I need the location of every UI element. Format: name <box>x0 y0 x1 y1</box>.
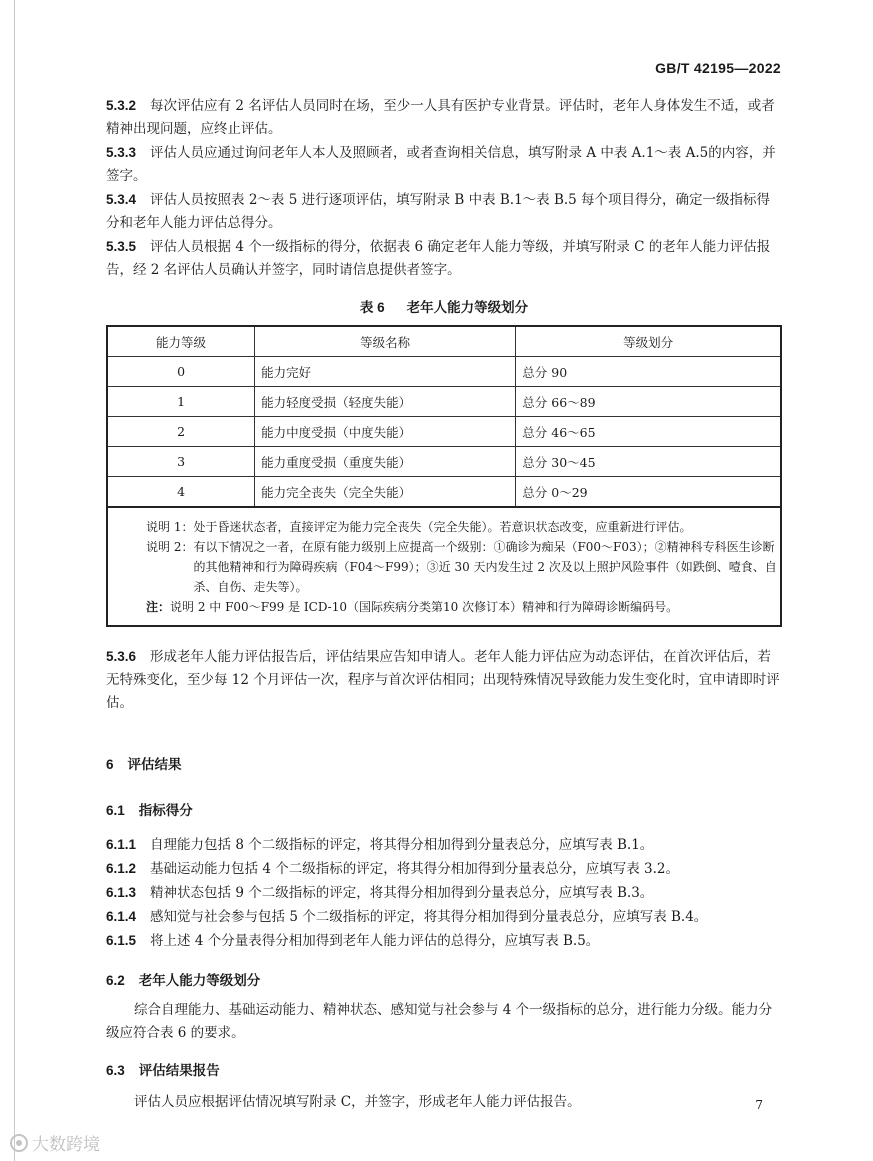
ability-level-table <box>106 325 782 508</box>
section-6-1-items <box>106 833 782 953</box>
clause-5-3-4: 5.3.4 评估人员按照表 2～表 5 进行逐项评估，填写附录 B 中表 B.1～表 B.5 每个项目得分，确定一级指标得分和老年人能力评估总得分。 <box>106 192 771 231</box>
list-item: 6.1.3 精神状态包括 9 个二级指标的评定，将其得分相加得到分量表总分，应填写表 B.3。 <box>106 885 654 901</box>
list-item: 6.1.1 自理能力包括 8 个二级指标的评定，将其得分相加得到分量表总分，应填写表 B.1。 <box>106 837 654 853</box>
section-6-heading: 6 评估结果 <box>106 757 182 772</box>
clause-5-3-5: 5.3.5 评估人员根据 4 个一级指标的得分，依据表 6 确定老年人能力等级，并填写附录 C 的老年人能力评估报告，经 2 名评估人员确认并签字，同时请信息提供者签字。 <box>106 239 771 278</box>
table-header-row <box>107 326 781 357</box>
table-row: 4 能力完全丧失（完全失能） 总分 0～29 <box>107 477 781 508</box>
table-note-1: 说明 1：处于昏迷状态者，直接评定为能力完全丧失（完全失能）。若意识状态改变，应重新进行评估。 <box>146 520 692 534</box>
table-caption: 表 6 老年人能力等级划分 <box>359 300 529 315</box>
table-note-3: 注： 说明 2 中 F00～F99 是 ICD-10（国际疾病分类第10 次修订本）精神和行为障碍诊断编码号。 <box>146 600 679 614</box>
section-6-2-heading: 6.2 老年人能力等级划分 <box>106 973 261 988</box>
table-row: 2 能力中度受损（中度失能） 总分 46～65 <box>107 417 781 447</box>
list-item: 6.1.5 将上述 4 个分量表得分相加得到老年人能力评估的总得分，应填写表 B.5。 <box>106 933 600 949</box>
list-item: 6.1.4 感知觉与社会参与包括 5 个二级指标的评定，将其得分相加得到分量表总分，应填写表 B.4。 <box>106 909 708 925</box>
section-6-3-text: 评估人员应根据评估情况填写附录 C，并签字，形成老年人能力评估报告。 <box>134 1094 581 1110</box>
table-row: 1 能力轻度受损（轻度失能） 总分 66～89 <box>107 387 781 417</box>
standard-number: GB/T 42195—2022 <box>655 60 781 76</box>
header-level: 能力等级 <box>107 326 255 357</box>
page-number: 7 <box>755 1098 763 1112</box>
table-row: 0 能力完好 总分 90 <box>107 357 781 387</box>
section-6-3-heading: 6.3 评估结果报告 <box>106 1063 220 1078</box>
list-item: 6.1.2 基础运动能力包括 4 个二级指标的评定，将其得分相加得到分量表总分，应填写表 3.2。 <box>106 861 679 877</box>
section-6-1-heading: 6.1 指标得分 <box>106 803 193 818</box>
page-content <box>106 94 782 1114</box>
clause-5-3-3: 5.3.3 评估人员应通过询问老年人本人及照顾者，或者查询相关信息，填写附录 A 中表 A.1～表 A.5的内容，并签字。 <box>106 145 776 184</box>
clause-5-3-6: 5.3.6 形成老年人能力评估报告后，评估结果应告知申请人。老年人能力评估应为动态评估，在首次评估后，若无特殊变化，至少每 12 个月评估一次，程序与首次评估相同；出现特殊情况导致能力发生变化时，宜申请即时评估。 <box>106 649 780 711</box>
table-note-2: 说明 2： 有以下情况之一者，在原有能力级别上应提高一个级别：①确诊为痴呆（F00～F03）；②精神科专科医生诊断的其他精神和行为障碍疾病（F04～F99）；③近 30 天内发生过 2 次及以上照护风险事件（如跌倒、噎食、自杀、自伤、走失等）。 <box>146 540 777 594</box>
page-edge <box>14 0 15 1161</box>
section-6-2-text: 综合自理能力、基础运动能力、精神状态、感知觉与社会参与 4 个一级指标的总分，进行能力分级。能力分级应符合表 6 的要求。 <box>106 1002 773 1041</box>
table-notes <box>106 508 782 627</box>
clause-5-3-2: 5.3.2 每次评估应有 2 名评估人员同时在场，至少一人具有医护专业背景。评估时，老年人身体发生不适，或者精神出现问题，应终止评估。 <box>106 98 775 137</box>
table-row: 3 能力重度受损（重度失能） 总分 30～45 <box>107 447 781 477</box>
header-range: 等级划分 <box>516 326 781 357</box>
watermark-logo-icon <box>10 1134 28 1152</box>
header-name: 等级名称 <box>255 326 516 357</box>
watermark: 大数跨境 <box>10 1130 100 1155</box>
